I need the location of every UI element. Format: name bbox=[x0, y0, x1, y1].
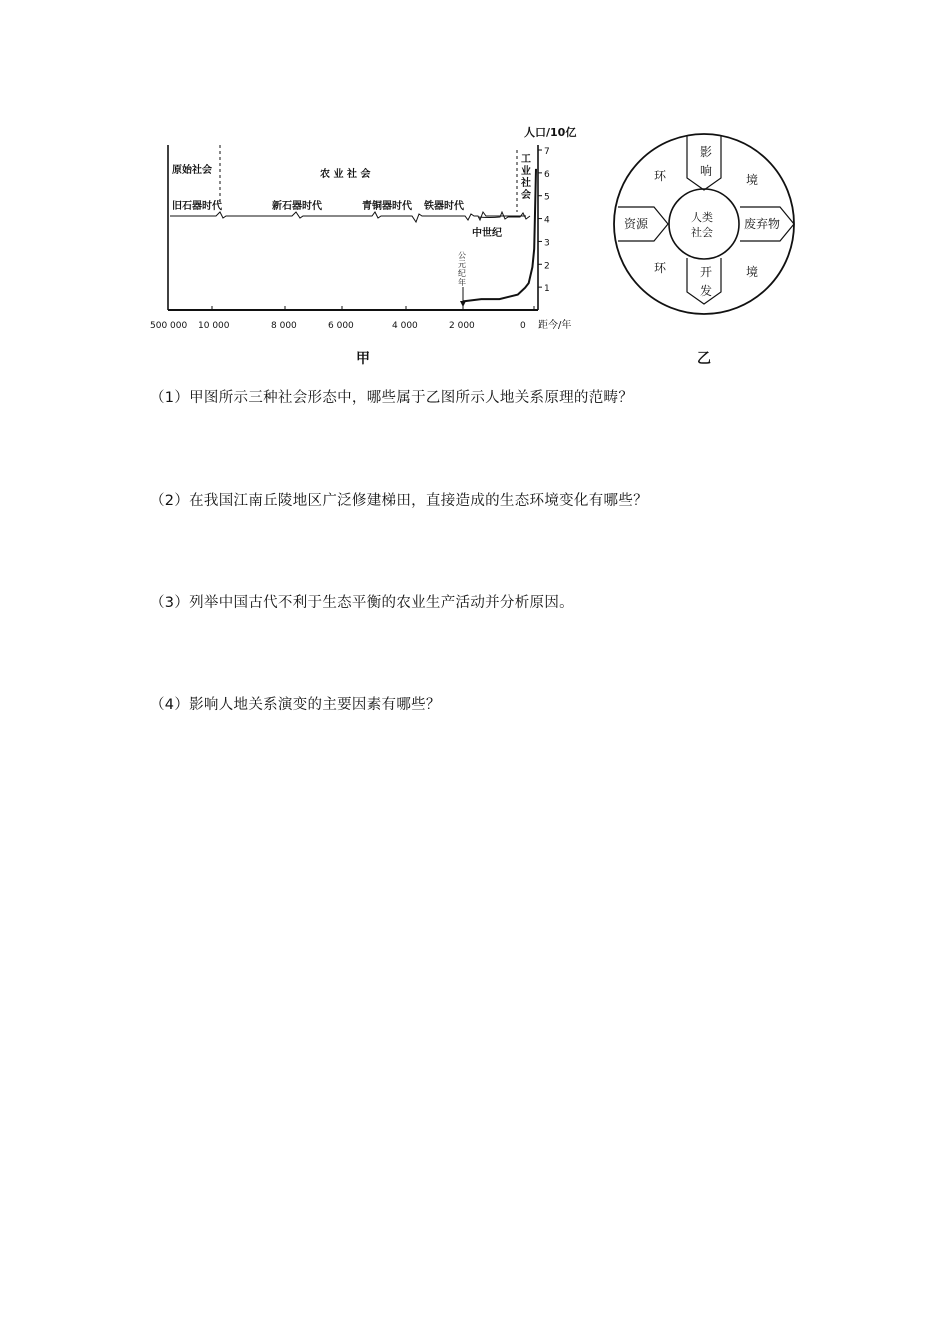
label-env-bottom-right: 境 bbox=[746, 265, 759, 279]
x-tick-label: 6 000 bbox=[328, 321, 354, 331]
label-iron-age: 铁器时代 bbox=[424, 201, 464, 212]
x-tick-label: 500 000 bbox=[150, 321, 188, 331]
label-ad-1: 公 bbox=[458, 251, 466, 260]
label-primitive-society: 原始社会 bbox=[172, 165, 212, 176]
label-ad-2: 元 bbox=[458, 260, 466, 269]
y-tick-label: 7 bbox=[544, 147, 550, 157]
label-ad-3: 纪 bbox=[458, 269, 466, 278]
label-env-top-left: 环 bbox=[654, 169, 667, 183]
caption-yi: 乙 bbox=[697, 351, 711, 367]
label-develop-2: 发 bbox=[700, 284, 713, 298]
x-unit-label: 距今/年 bbox=[538, 320, 572, 331]
diagram-yi bbox=[140, 120, 820, 370]
label-paleolithic: 旧石器时代 bbox=[172, 201, 222, 212]
y-tick-label: 1 bbox=[544, 284, 550, 295]
inner-circle bbox=[669, 189, 739, 259]
label-industrial-2: 业 bbox=[521, 166, 531, 177]
y-unit-label: 人口/10亿 bbox=[524, 126, 577, 139]
question-4: （4）影响人地关系演变的主要因素有哪些？ bbox=[150, 697, 441, 713]
label-industrial-1: 工 bbox=[521, 154, 531, 165]
label-resources: 资源 bbox=[624, 217, 649, 231]
label-bronze-age: 青铜器时代 bbox=[362, 201, 412, 212]
question-3: （3）列举中国古代不利于生态平衡的农业生产活动并分析原因。 bbox=[150, 595, 574, 611]
caption-jia: 甲 bbox=[356, 351, 370, 367]
y-tick-label: 3 bbox=[544, 238, 550, 249]
x-tick-label: 2 000 bbox=[449, 321, 475, 331]
label-env-bottom-left: 环 bbox=[654, 261, 667, 275]
x-tick-label: 4 000 bbox=[392, 321, 418, 331]
label-waste: 废弃物 bbox=[744, 217, 781, 231]
label-human-2: 社会 bbox=[691, 226, 713, 239]
y-tick-label: 5 bbox=[544, 192, 550, 203]
label-develop-1: 开 bbox=[700, 265, 713, 279]
label-influence-1: 影 bbox=[700, 145, 713, 159]
figure-area bbox=[140, 120, 820, 370]
x-tick-label: 0 bbox=[520, 321, 526, 331]
question-1: （1）甲图所示三种社会形态中，哪些属于乙图所示人地关系原理的范畴？ bbox=[150, 390, 634, 406]
label-human-1: 人类 bbox=[691, 211, 713, 224]
label-neolithic: 新石器时代 bbox=[272, 201, 322, 212]
y-tick-label: 6 bbox=[544, 169, 550, 180]
label-env-top-right: 境 bbox=[746, 173, 759, 187]
label-influence-2: 响 bbox=[700, 164, 713, 178]
y-tick-label: 4 bbox=[544, 215, 550, 226]
question-2: （2）在我国江南丘陵地区广泛修建梯田，直接造成的生态环境变化有哪些？ bbox=[150, 493, 648, 509]
label-medieval: 中世纪 bbox=[472, 228, 502, 239]
label-agricultural-society: 农 业 社 会 bbox=[320, 169, 371, 180]
label-ad-4: 年 bbox=[458, 278, 466, 287]
label-industrial-4: 会 bbox=[521, 190, 531, 201]
x-tick-label: 10 000 bbox=[198, 321, 230, 331]
label-industrial-3: 社 bbox=[521, 178, 531, 189]
y-tick-label: 2 bbox=[544, 261, 550, 272]
x-tick-label: 8 000 bbox=[271, 321, 297, 331]
